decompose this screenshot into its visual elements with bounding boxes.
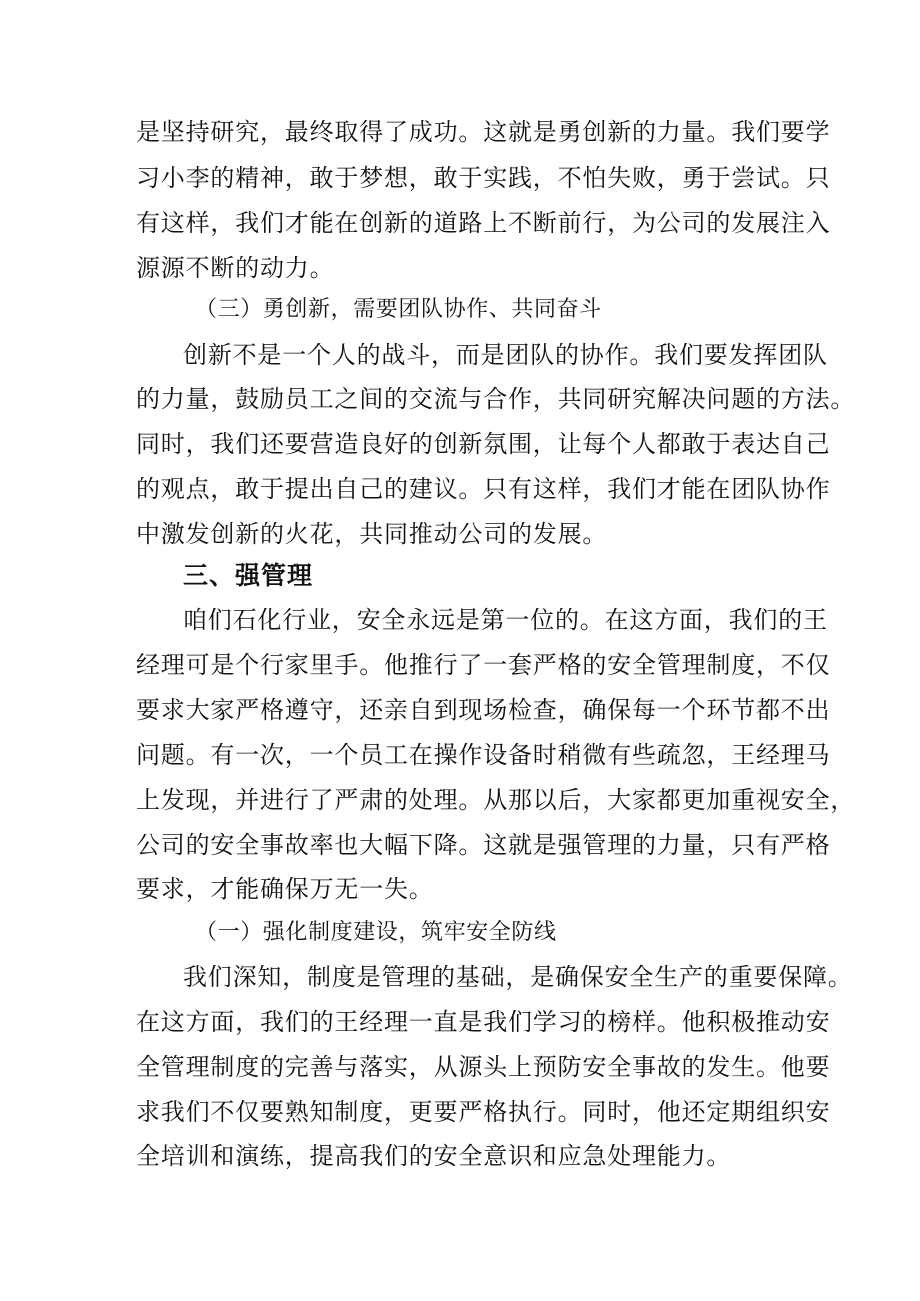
paragraph-line: 的观点，敢于提出自己的建议。只有这样，我们才能在团队协作 (136, 475, 831, 503)
paragraph-line: 全管理制度的完善与落实，从源头上预防安全事故的发生。他要 (136, 1053, 831, 1081)
paragraph-line: 源源不断的动力。 (136, 254, 335, 282)
subheading: （一）强化制度建设，筑牢安全防线 (195, 920, 557, 945)
paragraph-line: 中激发创新的火花，共同推动公司的发展。 (136, 520, 608, 548)
paragraph-line: 上发现，并进行了严肃的处理。从那以后，大家都更加重视安全， (136, 786, 856, 814)
paragraph-line: 在这方面，我们的王经理一直是我们学习的榜样。他积极推动安 (136, 1008, 831, 1036)
paragraph-line: 公司的安全事故率也大幅下降。这就是强管理的力量，只有严格 (136, 831, 831, 859)
paragraph-line: 同时，我们还要营造良好的创新氛围，让每个人都敢于表达自己 (136, 430, 831, 458)
paragraph-line: 习小李的精神，敢于梦想，敢于实践，不怕失败，勇于尝试。只 (136, 164, 831, 192)
paragraph-line: 我们深知，制度是管理的基础，是确保安全生产的重要保障。 (183, 963, 853, 991)
paragraph-line: 要求，才能确保万无一失。 (136, 875, 434, 903)
paragraph-line: 创新不是一个人的战斗，而是团队的协作。我们要发挥团队 (183, 341, 828, 369)
subheading: （三）勇创新，需要团队协作、共同奋斗 (195, 297, 602, 322)
paragraph-line: 要求大家严格遵守，还亲自到现场检查，确保每一个环节都不出 (136, 696, 831, 724)
paragraph-line: 经理可是个行家里手。他推行了一套严格的安全管理制度，不仅 (136, 651, 831, 679)
paragraph-line: 问题。有一次，一个员工在操作设备时稍微有些疏忽，王经理马 (136, 741, 831, 769)
paragraph-line: 咱们石化行业，安全永远是第一位的。在这方面，我们的王 (183, 606, 828, 634)
paragraph-line: 全培训和演练，提高我们的安全意识和应急处理能力。 (136, 1142, 732, 1170)
paragraph-line: 的力量，鼓励员工之间的交流与合作，共同研究解决问题的方法。 (136, 385, 856, 413)
paragraph-line: 求我们不仅要熟知制度，更要严格执行。同时，他还定期组织安 (136, 1098, 831, 1126)
section-heading: 三、强管理 (183, 561, 314, 590)
paragraph-line: 是坚持研究，最终取得了成功。这就是勇创新的力量。我们要学 (136, 118, 831, 146)
paragraph-line: 有这样，我们才能在创新的道路上不断前行，为公司的发展注入 (136, 209, 831, 237)
